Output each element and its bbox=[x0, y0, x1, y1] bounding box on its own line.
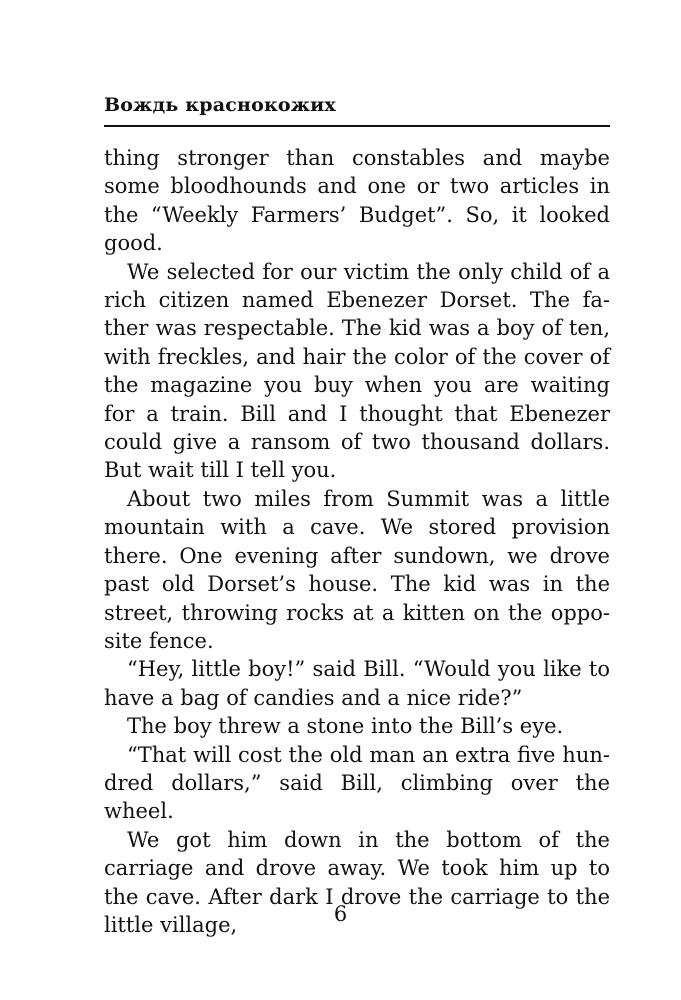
paragraph-6: “That will cost the old man an extra five hundred dollars,” said Bill, climbing over the wheel. bbox=[104, 742, 610, 824]
page-number: 6 bbox=[333, 902, 348, 926]
paragraph-3: About two miles from Summit was a little mountain with a cave. We stored provision there. One evening after sundown, we drove past old Dorset’s house. The kid was in the street, throwing rocks at a kitten on the opposite fence. bbox=[104, 486, 610, 653]
paragraph-2: We selected for our victim the only child of a rich citizen named Ebenezer Dorset. The father was respectable. The kid was a boy of ten, with freckles, and hair the color of the cover of the magazine you buy when you are waiting for a train. Bill and I thought that Ebenezer could give a ransom of two thousand dollars. But wait till I tell you. bbox=[104, 259, 610, 483]
body-text bbox=[104, 144, 610, 939]
running-title: Вождь краснокожих bbox=[104, 94, 336, 116]
paragraph-1: thing stronger than constables and maybe some bloodhounds and one or two articles in the “Weekly Farmers’ Budget”. So, it looked good. bbox=[104, 146, 610, 256]
paragraph-4: “Hey, little boy!” said Bill. “Would you like to have a bag of candies and a nice ride?” bbox=[104, 657, 610, 710]
paragraph-5: The boy threw a stone into the Bill’s eye. bbox=[127, 714, 564, 739]
paragraph-7: We got him down in the bottom of the carriage and drove away. We took him up to the cave. After dark I drove the carriage to the little village, bbox=[104, 827, 610, 937]
header-rule bbox=[104, 125, 610, 127]
